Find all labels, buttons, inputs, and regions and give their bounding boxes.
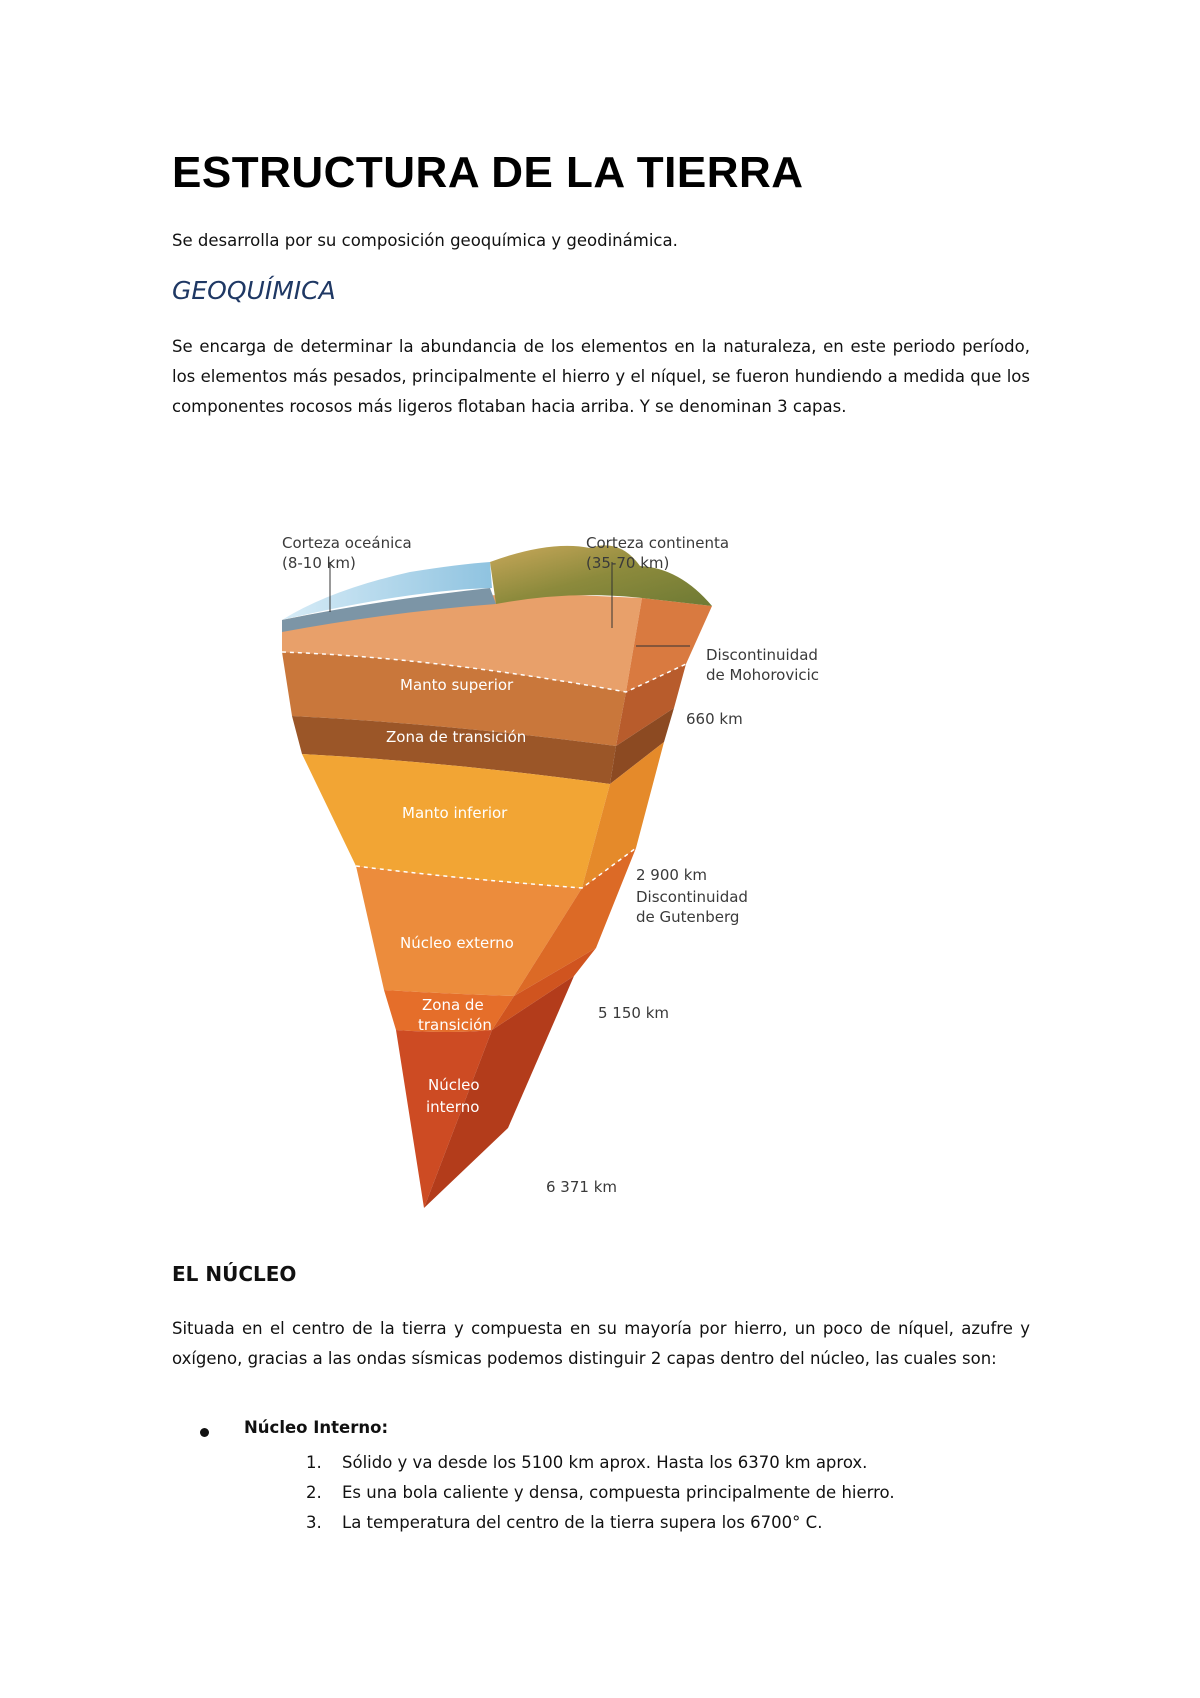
- label-moho-1: Discontinuidad: [706, 646, 818, 664]
- label-nucleo-externo: Núcleo externo: [400, 934, 514, 952]
- label-corteza-oceanica-km: (8-10 km): [282, 554, 356, 572]
- list-number: 1.: [306, 1453, 322, 1472]
- label-moho-2: de Mohorovicic: [706, 666, 820, 684]
- list-text: La temperatura del centro de la tierra supera los 6700° C.: [342, 1513, 823, 1532]
- label-corteza-continental-km: (35-70 km): [586, 554, 670, 572]
- list-item: [306, 1478, 895, 1508]
- label-660-km: 660 km: [686, 710, 743, 728]
- page-title: ESTRUCTURA DE LA TIERRA: [172, 148, 804, 197]
- label-nucleo: Núcleo: [428, 1076, 480, 1094]
- label-gutenberg-1: Discontinuidad: [636, 888, 748, 906]
- list-item: [306, 1448, 895, 1478]
- label-transicion: transición: [418, 1016, 492, 1034]
- label-zona-transicion: Zona de transición: [386, 728, 527, 746]
- section-heading-geoquimica: GEOQUÍMICA: [172, 276, 336, 305]
- list-text: Sólido y va desde los 5100 km aprox. Hasta los 6370 km aprox.: [342, 1453, 868, 1472]
- label-6371-km: 6 371 km: [546, 1178, 618, 1196]
- label-zona-de: Zona de: [422, 996, 484, 1014]
- nucleo-paragraph: Situada en el centro de la tierra y compuesta en su mayoría por hierro, un poco de níquel, azufre y oxígeno, gracias a las ondas sísmicas podemos distinguir 2 capas dentro del núcleo, las cuales son:: [172, 1319, 1030, 1368]
- geoquimica-paragraph: Se encarga de determinar la abundancia de los elementos en la naturaleza, en este periodo período, los elementos más pesados, principalmente el hierro y el níquel, se fueron hundiendo a medida que los componentes rocosos más ligeros flotaban hacia arriba. Y se denominan 3 capas.: [172, 337, 1030, 416]
- list-number: 3.: [306, 1513, 322, 1532]
- section-heading-nucleo: EL NÚCLEO: [172, 1262, 297, 1286]
- numbered-list: [306, 1448, 895, 1538]
- label-2900-km: 2 900 km: [636, 866, 708, 884]
- label-manto-inferior: Manto inferior: [402, 804, 508, 822]
- list-text: Es una bola caliente y densa, compuesta principalmente de hierro.: [342, 1483, 895, 1502]
- list-number: 2.: [306, 1483, 322, 1502]
- label-corteza-oceanica: Corteza oceánica: [282, 534, 412, 552]
- earth-structure-diagram: [260, 528, 840, 1238]
- label-interno: interno: [426, 1098, 480, 1116]
- label-5150-km: 5 150 km: [598, 1004, 670, 1022]
- bullet-label: Núcleo Interno:: [244, 1418, 389, 1437]
- bullet-dot-icon: [200, 1428, 209, 1437]
- list-item: [306, 1508, 895, 1538]
- label-corteza-continental: Corteza continenta: [586, 534, 730, 552]
- intro-paragraph: Se desarrolla por su composición geoquímica y geodinámica.: [172, 231, 678, 250]
- label-manto-superior: Manto superior: [400, 676, 514, 694]
- label-gutenberg-2: de Gutenberg: [636, 908, 740, 926]
